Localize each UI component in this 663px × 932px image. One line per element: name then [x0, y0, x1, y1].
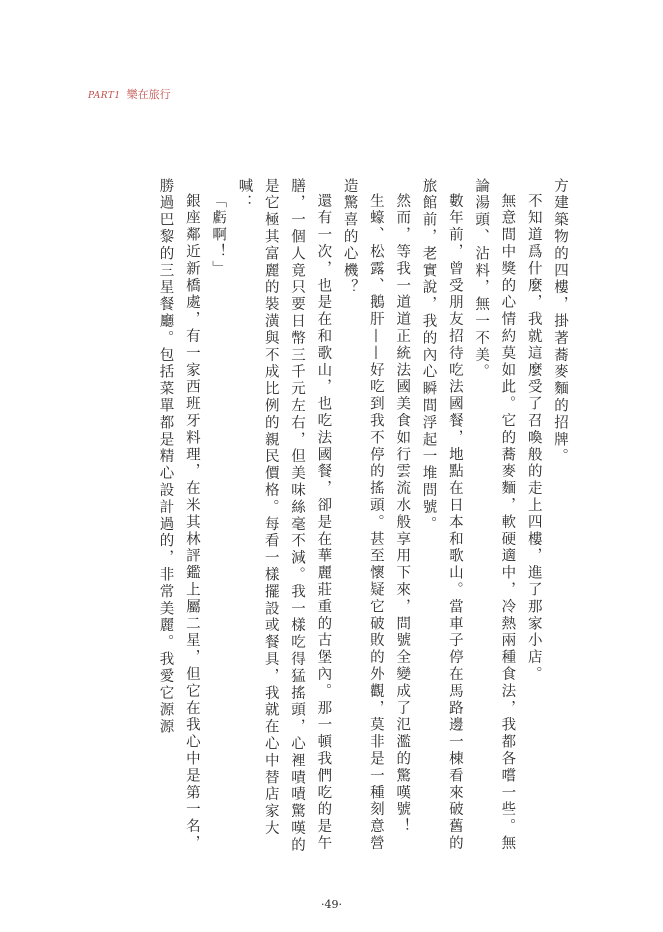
page-number: ·49· — [321, 898, 342, 911]
paragraph-4: 數年前，曾受朋友招待吃法國餐，地點在日本和歌山。當車子停在馬路邊一棟看來破舊的旅館前，老實說，我的內心瞬間浮起一堆問號。 — [420, 178, 463, 852]
paragraph-2: 不知道爲什麼，我就這麼受了召喚般的走上四樓，進了那家小店。 — [525, 192, 542, 683]
paragraph-6: 生蠔、松露、鵝肝——好吃到我不停的搖頭。甚至懷疑它破敗的外觀，莫非是一種刻意營造驚喜的心機？ — [341, 178, 384, 852]
paragraph-3: 無意間中獎的心情約莫如此。它的蕎麥麵，軟硬適中，冷熱兩種食法，我都各嚐一些。無論湯頭、沾料，無一不美。 — [473, 178, 516, 852]
part-label: PART1 — [88, 91, 121, 101]
paragraph-5: 然而，等我一道道正統法國美食如行雲流水般享用下來，問號全變成了氾濫的驚嘆號！ — [394, 192, 411, 835]
paragraph-9: 銀座鄰近新橋處，有一家西班牙料理，在米其林評鑑上屬二星，但它在我心中是第一名，勝過巴黎的三星餐廳。包括菜單都是精心設計過的，非常美麗。我愛它源源 — [157, 178, 200, 852]
paragraph-7: 還有一次，也是在和歌山，也吃法國餐，卻是在華麗莊重的古堡內。那一頓我們吃的是午膳，一個人竟只要日幣三千元左右，但美味絲毫不減。我一樣吃得猛搖頭，心裡嘖嘖驚嘆的是它極其富麗的裝潢與不成比例的親民價格。每看一樣擺設或餐具，我就在心中替店家大喊： — [236, 178, 332, 854]
running-header — [88, 86, 171, 102]
paragraph-8: 「虧啊！」 — [210, 192, 227, 277]
chapter-title: 樂在旅行 — [126, 88, 171, 101]
paragraph-1: 方建築物的四樓，掛著蕎麥麵的招牌。 — [552, 178, 568, 466]
body-text — [83, 178, 573, 858]
